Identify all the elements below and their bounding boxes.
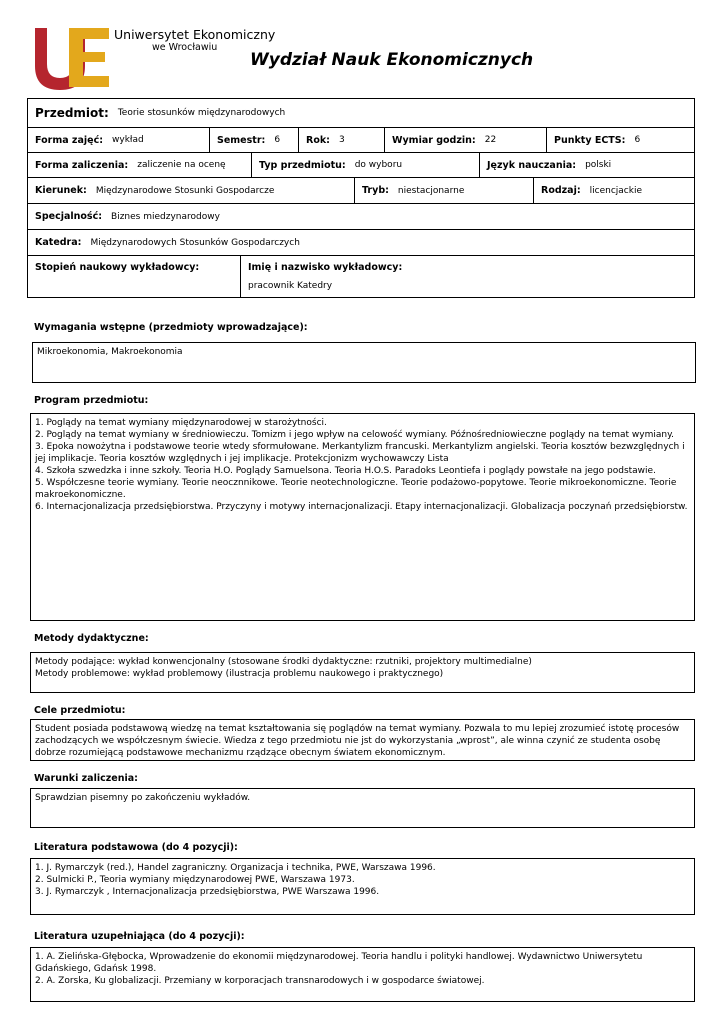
ects-label: Punkty ECTS: (554, 134, 626, 146)
lit-podst-line: 1. J. Rymarczyk (red.), Handel zagraniczny. Organizacja i technika, PWE, Warszawa 1996. (35, 863, 436, 873)
semestr-value: 6 (274, 135, 281, 145)
warunki-title: Warunki zaliczenia: (34, 773, 138, 784)
katedra-label: Katedra: (35, 237, 82, 248)
wymiar-label: Wymiar godzin: (392, 134, 476, 146)
university-name: Uniwersytet Ekonomiczny (114, 27, 276, 42)
kierunek-label: Kierunek: (35, 185, 87, 196)
kierunek-value: Międzynarodowe Stosunki Gospodarcze (95, 185, 275, 196)
lit-uzup-line: 2. A. Zorska, Ku globalizacji. Przemiany w korporacjach transnarodowych i w gospodarce światowej. (35, 976, 485, 986)
cele-box (30, 719, 695, 761)
university-logo (33, 24, 111, 92)
warunki-line: Sprawdzian pisemny po zakończeniu wykładów. (35, 793, 251, 803)
wymagania-title: Wymagania wstępne (przedmioty wprowadzające): (34, 322, 308, 333)
typ-value: do wyboru (354, 160, 403, 170)
row-forma-zaliczenia (27, 152, 695, 178)
lit-uzup-line: 1. A. Zielińska-Głębocka, Wprowadzenie do ekonomii międzynarodowej. Teoria handlu i polityki handlowej. Wydawnictwo Uniwersytetu Gdańskiego, Gdańsk 1998. (35, 952, 643, 974)
wykladowca-value: pracownik Katedry (248, 281, 333, 291)
metody-line: Metody podające: wykład konwencjonalny (stosowane środki dydaktyczne: rzutniki, projektory multimedialne) (35, 657, 532, 667)
wykladowca-label: Imię i nazwisko wykładowcy: (248, 262, 403, 273)
row-przedmiot (27, 98, 695, 128)
program-line: 1. Poglądy na temat wymiany międzynarodowej w starożytności. (35, 418, 327, 428)
warunki-box (30, 788, 695, 828)
metody-box (30, 652, 695, 693)
row-katedra (27, 229, 695, 256)
typ-label: Typ przedmiotu: (259, 159, 346, 171)
program-box (30, 413, 695, 621)
wymagania-line: Mikroekonomia, Makroekonomia (37, 347, 183, 357)
row-kierunek (27, 177, 695, 204)
forma-zaliczenia-label: Forma zaliczenia: (35, 159, 129, 171)
jezyk-label: Język nauczania: (487, 159, 577, 171)
cele-line: Student posiada podstawową wiedzę na temat kształtowania się poglądów na temat wymiany. Pozwala to mu lepiej zrozumieć istotę procesów zachodzących we współczesnym świecie. Wiedza z tego przedmiotu nie jst do wykorzystania „wprost”, ale winna czynić ze studenta osobę dobrze rozumiejącą podstawowe mechanizmu rządzące obecnym światem ekonomicznym. (35, 724, 680, 758)
wymagania-box (32, 342, 696, 383)
wymiar-value: 22 (484, 135, 497, 145)
forma-zajec-label: Forma zajęć: (35, 134, 104, 146)
stopien-label: Stopień naukowy wykładowcy: (35, 262, 200, 273)
row-wykladowca (27, 255, 695, 298)
program-line: 3. Epoka nowożytna i podstawowe teorie wtedy sformułowane. Merkantylizm francuski. Merkantylizm angielski. Teoria kosztów bezwzględnych i jej implikacje. Teoria kosztów względnych i jej implikacje. Protekcjonizm wychowawczy Lista (35, 442, 685, 464)
university-city: we Wrocławiu (152, 42, 218, 53)
lit-podst-box (30, 858, 695, 915)
lit-podst-line: 2. Sulmicki P., Teoria wymiany międzynarodowej PWE, Warszawa 1973. (35, 875, 355, 885)
faculty-title: Wydział Nauk Ekonomicznych (250, 50, 534, 70)
program-title: Program przedmiotu: (34, 395, 149, 406)
katedra-value: Międzynarodowych Stosunków Gospodarczych (90, 237, 300, 248)
rodzaj-label: Rodzaj: (541, 185, 581, 196)
przedmiot-label: Przedmiot: (35, 106, 109, 120)
rok-value: 3 (338, 135, 345, 145)
program-line: 5. Współczesne teorie wymiany. Teorie neocznnikowe. Teorie neotechnologiczne. Teorie podażowo-popytowe. Teorie mikroekonomiczne. Teorie makroekonomiczne. (35, 478, 677, 500)
lit-podst-line: 3. J. Rymarczyk , Internacjonalizacja przedsiębiorstwa, PWE Warszawa 1996. (35, 887, 380, 897)
tryb-value: niestacjonarne (397, 185, 465, 196)
przedmiot-value: Teorie stosunków międzynarodowych (117, 108, 286, 118)
specjalnosc-label: Specjalność: (35, 211, 103, 222)
ects-value: 6 (634, 135, 641, 145)
forma-zajec-value: wykład (112, 135, 144, 145)
row-specjalnosc (27, 203, 695, 230)
cele-title: Cele przedmiotu: (34, 705, 126, 716)
lit-uzup-title: Literatura uzupełniająca (do 4 pozycji): (34, 931, 245, 942)
rok-label: Rok: (306, 134, 330, 146)
semestr-label: Semestr: (217, 134, 266, 146)
program-line: 4. Szkoła szwedzka i inne szkoły. Teoria H.O. Poglądy Samuelsona. Teoria H.O.S. Paradoks Leontiefa i poglądy powstałe na jego podstawie. (35, 466, 656, 476)
program-line: 6. Internacjonalizacja przedsiębiorstwa. Przyczyny i motywy internacjonalizacji. Etapy internacjonalizacji. Globalizacja poczynań przedsiębiorstw. (35, 502, 688, 512)
rodzaj-value: licencjackie (589, 185, 642, 196)
metody-title: Metody dydaktyczne: (34, 633, 149, 644)
lit-podst-title: Literatura podstawowa (do 4 pozycji): (34, 842, 238, 853)
row-forma-zajec (27, 127, 695, 153)
program-line: 2. Poglądy na temat wymiany w średniowieczu. Tomizm i jego wpływ na celowość wymiany. Późnośredniowieczne poglądy na temat wymiany. (35, 430, 674, 440)
jezyk-value: polski (585, 160, 612, 170)
forma-zaliczenia-value: zaliczenie na ocenę (137, 160, 226, 170)
specjalnosc-value: Biznes miedzynarodowy (111, 211, 220, 222)
lit-uzup-box (30, 947, 695, 1002)
tryb-label: Tryb: (362, 185, 389, 196)
metody-line: Metody problemowe: wykład problemowy (ilustracja problemu naukowego i praktycznego) (35, 669, 444, 679)
